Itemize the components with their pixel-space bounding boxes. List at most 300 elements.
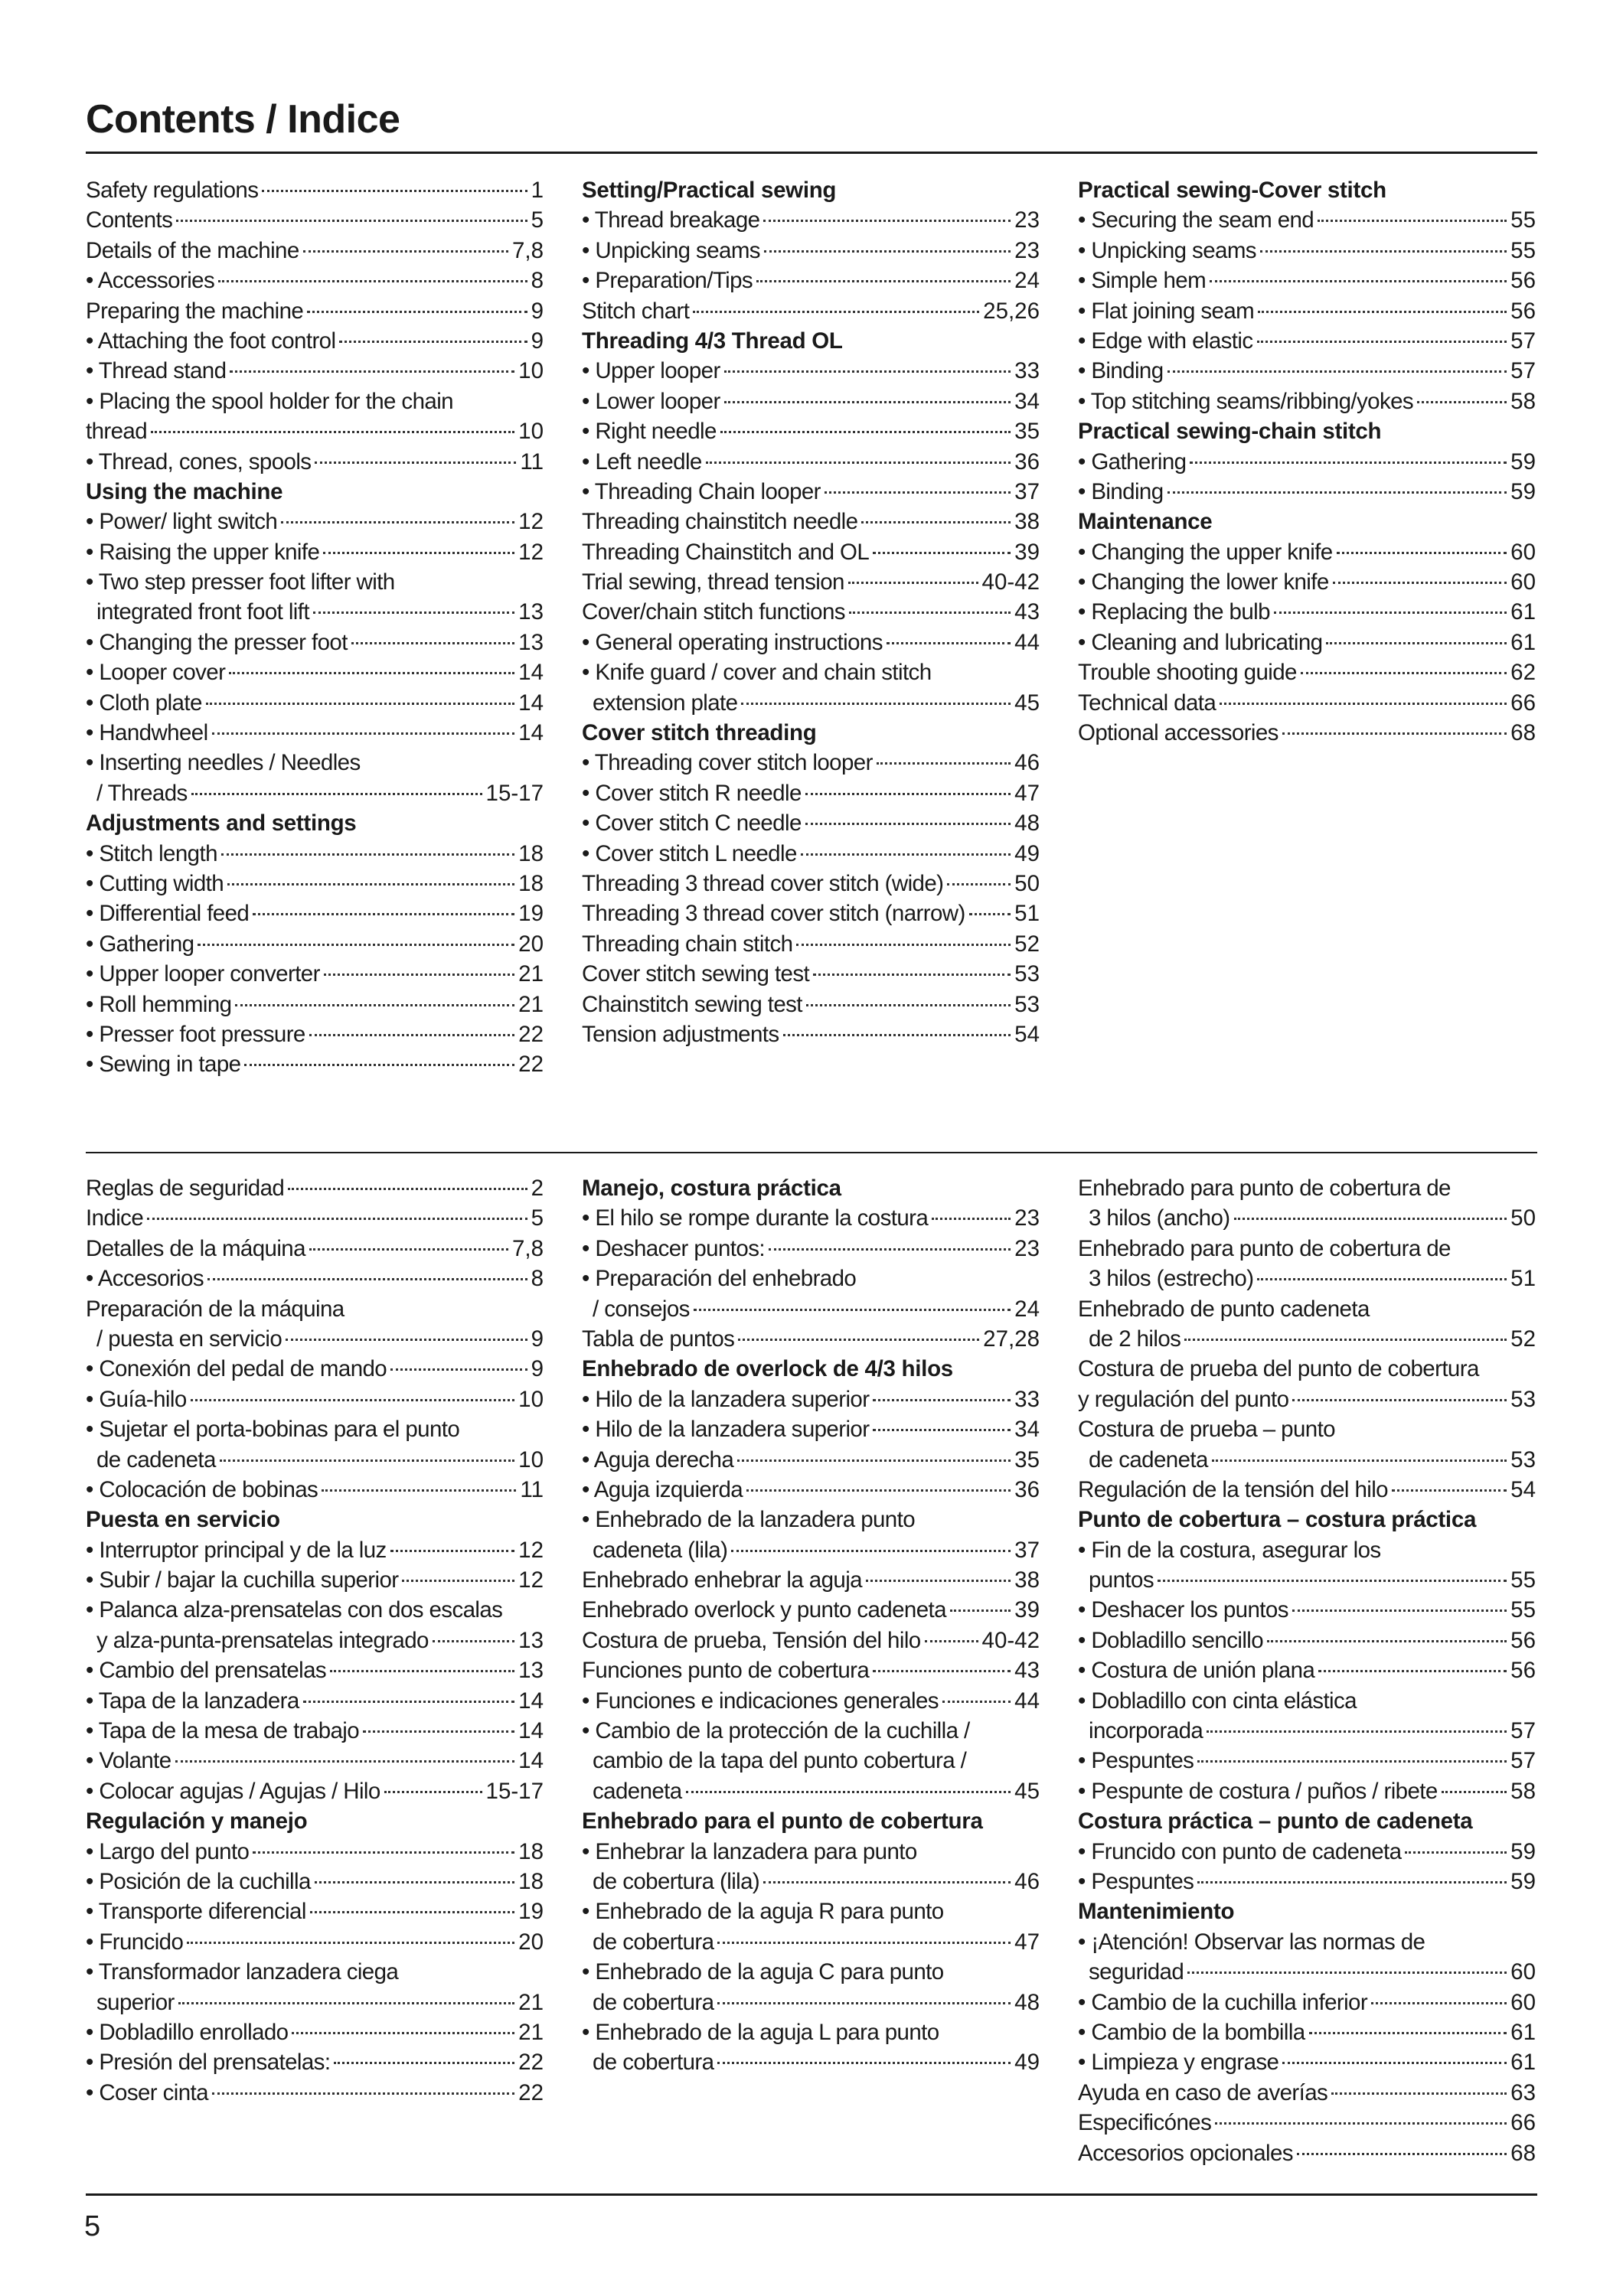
toc-list: [582, 1173, 1040, 2078]
page-ref: 12: [518, 1537, 544, 1563]
dot-leader: [1197, 1760, 1507, 1763]
entry-label: / consejos: [593, 1296, 690, 1322]
dot-leader: [1197, 1881, 1507, 1883]
page-ref: 14: [518, 1688, 544, 1714]
page-ref: 59: [1510, 1838, 1536, 1864]
toc-entry: [1078, 1686, 1536, 1716]
page-ref: 39: [1014, 1597, 1040, 1623]
toc-entry: [1078, 477, 1536, 507]
toc-entry: [582, 1203, 1040, 1233]
toc-entry: [86, 1716, 544, 1746]
entry-label: • Differential feed: [86, 901, 250, 927]
dot-leader: [806, 1004, 1011, 1006]
dot-leader: [286, 1339, 527, 1341]
entry-label: • Cambio de la cuchilla inferior: [1078, 1989, 1368, 2015]
entry-label: Puesta en servicio: [86, 1507, 280, 1533]
dot-leader: [1274, 612, 1507, 614]
page-ref: 1: [531, 178, 544, 203]
toc-entry: [1078, 236, 1536, 266]
entry-label: • Binding: [1078, 358, 1164, 384]
toc-entry: [86, 175, 544, 205]
page-ref: 34: [1014, 388, 1040, 414]
page-ref: 60: [1510, 1959, 1536, 1985]
entry-label: Costura de prueba, Tensión del hilo: [582, 1627, 921, 1653]
section-heading: [1078, 1896, 1536, 1926]
dot-leader: [805, 793, 1011, 795]
entry-label: • Presser foot pressure: [86, 1021, 305, 1047]
page-ref: 9: [531, 328, 544, 354]
dot-leader: [1187, 1971, 1507, 1974]
dot-leader: [796, 944, 1011, 946]
dot-leader: [932, 1218, 1011, 1220]
entry-label: Threading 4/3 Thread OL: [582, 328, 843, 354]
page-ref: 18: [518, 1868, 544, 1894]
toc-entry: [86, 296, 544, 326]
section-heading: [582, 326, 1040, 356]
entry-label: • Roll hemming: [86, 991, 232, 1017]
dot-leader: [390, 1550, 514, 1552]
toc-entry: [582, 2047, 1040, 2077]
toc-entry: [86, 1535, 544, 1565]
entry-label: Details of the machine: [86, 237, 299, 263]
toc-entry: [1078, 1384, 1536, 1414]
entry-label: • Deshacer puntos:: [582, 1235, 765, 1261]
dot-leader: [1282, 2062, 1507, 2064]
page-ref: 61: [1510, 599, 1536, 625]
toc-entry: [582, 266, 1040, 295]
toc-entry: [1078, 447, 1536, 477]
dot-leader: [339, 341, 527, 343]
entry-label: • Stitch length: [86, 840, 217, 866]
toc-entry: [1078, 718, 1536, 748]
entry-label: • Volante: [86, 1748, 171, 1774]
section-heading: [1078, 1505, 1536, 1534]
entry-label: de cobertura: [593, 1929, 714, 1955]
entry-label: • Conexión del pedal de mando: [86, 1356, 387, 1382]
section-heading: [86, 1806, 544, 1836]
toc-entry: [582, 778, 1040, 808]
page-ref: 35: [1014, 419, 1040, 445]
entry-label: • Preparación del enhebrado: [582, 1266, 857, 1292]
english-column-2: [582, 175, 1040, 1049]
dot-leader: [741, 703, 1011, 705]
entry-label: • Pespuntes: [1078, 1748, 1194, 1774]
page-ref: 48: [1014, 1989, 1040, 2015]
entry-label: Punto de cobertura – costura práctica: [1078, 1507, 1477, 1533]
entry-label: Enhebrado para el punto de cobertura: [582, 1808, 983, 1835]
toc-entry: [86, 205, 544, 235]
dot-leader: [303, 1701, 514, 1703]
page-ref: 10: [518, 1446, 544, 1473]
page-ref: 63: [1510, 2079, 1536, 2105]
entry-label: • Unpicking seams: [1078, 237, 1256, 263]
dot-leader: [191, 793, 482, 795]
toc-entry: [1078, 2108, 1536, 2138]
toc-entry: [1078, 1655, 1536, 1685]
toc-entry: [86, 1384, 544, 1414]
dot-leader: [1167, 491, 1507, 494]
page-ref: 23: [1014, 237, 1040, 263]
page-ref: 13: [518, 1658, 544, 1684]
entry-label: Enhebrado para punto de cobertura de: [1078, 1235, 1451, 1261]
dot-leader: [1184, 1339, 1507, 1341]
toc-entry: [1078, 537, 1536, 567]
toc-list: [1078, 175, 1536, 748]
entry-label: • Cambio del prensatelas: [86, 1658, 327, 1684]
entry-label: • Securing the seam end: [1078, 207, 1314, 233]
toc-entry: [86, 447, 544, 477]
page-ref: 61: [1510, 2050, 1536, 2076]
title-rule: [86, 152, 1537, 154]
dot-leader: [1318, 1670, 1507, 1672]
toc-entry: [582, 657, 1040, 687]
entry-label: • Colocación de bobinas: [86, 1476, 318, 1502]
footer-rule: [86, 2193, 1537, 2196]
entry-label: • Aguja derecha: [582, 1446, 734, 1473]
dot-leader: [873, 552, 1011, 554]
page-ref: 38: [1014, 509, 1040, 535]
entry-label: y regulación del punto: [1078, 1386, 1289, 1412]
entry-label: 3 hilos (estrecho): [1089, 1266, 1254, 1292]
page-ref: 21: [518, 1989, 544, 2015]
page-title: Contents / Indice: [86, 97, 400, 142]
dot-leader: [969, 913, 1011, 915]
page-ref: 52: [1510, 1326, 1536, 1352]
toc-entry: [582, 1264, 1040, 1293]
dot-leader: [717, 2002, 1011, 2004]
dot-leader: [756, 280, 1011, 282]
toc-entry: [1078, 688, 1536, 718]
dot-leader: [323, 552, 514, 554]
page-ref: 20: [518, 931, 544, 957]
toc-entry: [582, 839, 1040, 869]
dot-leader: [950, 1609, 1011, 1612]
entry-label: • Cloth plate: [86, 690, 202, 716]
dot-leader: [187, 1942, 514, 1944]
entry-label: • Thread stand: [86, 358, 227, 384]
toc-entry: [86, 1626, 544, 1655]
page-ref: 7,8: [511, 1235, 544, 1261]
toc-entry: [582, 1535, 1040, 1565]
toc-entry: [582, 1234, 1040, 1264]
toc-entry: [1078, 1746, 1536, 1776]
page-ref: 20: [518, 1929, 544, 1955]
entry-label: • Aguja izquierda: [582, 1476, 743, 1502]
entry-label: • Inserting needles / Needles: [86, 750, 361, 776]
toc-entry: [582, 1867, 1040, 1896]
page-ref: 61: [1510, 629, 1536, 655]
page-ref: 22: [518, 1052, 544, 1078]
toc-entry: [86, 2047, 544, 2077]
toc-entry: [86, 507, 544, 536]
entry-label: • General operating instructions: [582, 629, 883, 655]
toc-entry: [86, 2078, 544, 2108]
entry-label: • Hilo de la lanzadera superior: [582, 1417, 870, 1443]
entry-label: Costura de prueba – punto: [1078, 1417, 1335, 1443]
entry-label: • Posición de la cuchilla: [86, 1868, 311, 1894]
page-ref: 59: [1510, 478, 1536, 504]
page-ref: 18: [518, 840, 544, 866]
dot-leader: [176, 220, 527, 222]
toc-entry: [1078, 1565, 1536, 1595]
page-ref: 14: [518, 1748, 544, 1774]
entry-label: • Cover stitch C needle: [582, 810, 802, 837]
page-ref: 47: [1014, 1929, 1040, 1955]
dot-leader: [288, 1188, 527, 1190]
page-ref: 33: [1014, 358, 1040, 384]
toc-entry: [582, 929, 1040, 959]
page-ref: 37: [1014, 478, 1040, 504]
dot-leader: [307, 311, 527, 313]
toc-entry: [86, 1988, 544, 2017]
entry-label: Maintenance: [1078, 509, 1213, 535]
dot-leader: [363, 1730, 514, 1733]
entry-label: • Largo del punto: [86, 1838, 250, 1864]
toc-entry: [582, 899, 1040, 928]
toc-entry: [1078, 296, 1536, 326]
entry-label: • Tapa de la mesa de trabajo: [86, 1718, 360, 1744]
page-ref: 44: [1014, 629, 1040, 655]
entry-label: de cobertura: [593, 2050, 714, 2076]
page-ref: 21: [518, 961, 544, 987]
toc-entry: [1078, 567, 1536, 597]
dot-leader: [1215, 2122, 1507, 2125]
dot-leader: [1301, 672, 1507, 674]
toc-entry: [1078, 1354, 1536, 1384]
entry-label: Setting/Practical sewing: [582, 178, 837, 203]
dot-leader: [942, 1701, 1011, 1703]
page-ref: 46: [1014, 750, 1040, 776]
entry-label: • Costura de unión plana: [1078, 1658, 1315, 1684]
dot-leader: [1318, 220, 1507, 222]
spanish-column-1: [86, 1173, 544, 2108]
toc-entry: [86, 1655, 544, 1685]
section-heading: [86, 808, 544, 838]
entry-label: • Colocar agujas / Agujas / Hilo: [86, 1778, 380, 1804]
toc-entry: [582, 1837, 1040, 1867]
entry-label: puntos: [1089, 1567, 1154, 1593]
entry-label: • Power/ light switch: [86, 509, 278, 535]
dot-leader: [947, 883, 1011, 885]
page-ref: 7,8: [511, 237, 544, 263]
page-ref: 21: [518, 991, 544, 1017]
entry-label: Ayuda en caso de averías: [1078, 2079, 1328, 2105]
page-ref: 10: [518, 1386, 544, 1412]
entry-label: Threading 3 thread cover stitch (wide): [582, 870, 944, 896]
dot-leader: [1220, 703, 1507, 705]
entry-label: Cover/chain stitch functions: [582, 599, 845, 625]
entry-label: • Preparation/Tips: [582, 268, 753, 294]
toc-entry: [1078, 1535, 1536, 1565]
toc-entry: [582, 1776, 1040, 1806]
dot-leader: [244, 1064, 514, 1066]
entry-label: de cobertura: [593, 1989, 714, 2015]
page-ref: 12: [518, 509, 544, 535]
entry-label: • Limpieza y engrase: [1078, 2050, 1279, 2076]
toc-entry: [86, 1294, 544, 1324]
page-ref: 66: [1510, 690, 1536, 716]
dot-leader: [151, 431, 514, 433]
entry-label: • Cleaning and lubricating: [1078, 629, 1323, 655]
toc-entry: [1078, 1445, 1536, 1475]
entry-label: • Guía-hilo: [86, 1386, 187, 1412]
entry-label: thread: [86, 419, 148, 445]
page-ref: 9: [531, 1326, 544, 1352]
page-ref: 60: [1510, 569, 1536, 595]
dot-leader: [873, 1670, 1011, 1672]
dot-leader: [309, 1034, 514, 1036]
entry-label: extension plate: [593, 690, 738, 716]
page-ref: 51: [1510, 1266, 1536, 1292]
entry-label: • Replacing the bulb: [1078, 599, 1270, 625]
page-ref: 50: [1510, 1205, 1536, 1231]
toc-entry: [582, 205, 1040, 235]
toc-entry: [582, 416, 1040, 446]
entry-label: Threading Chainstitch and OL: [582, 539, 870, 565]
dot-leader: [1292, 1609, 1507, 1612]
dot-leader: [849, 612, 1011, 614]
dot-leader: [303, 250, 508, 253]
toc-entry: [1078, 2017, 1536, 2047]
entry-label: Funciones punto de cobertura: [582, 1658, 870, 1684]
toc-entry: [86, 2017, 544, 2047]
dot-leader: [351, 642, 514, 644]
entry-label: cambio de la tapa del punto cobertura /: [593, 1748, 967, 1774]
toc-entry: [86, 1867, 544, 1896]
entry-label: • Changing the upper knife: [1078, 539, 1333, 565]
dot-leader: [315, 461, 516, 464]
dot-leader: [227, 883, 514, 885]
dot-leader: [1282, 732, 1507, 735]
toc-entry: [582, 567, 1040, 597]
page-ref: 43: [1014, 1658, 1040, 1684]
toc-entry: [86, 1264, 544, 1293]
entry-label: • Transporte diferencial: [86, 1899, 306, 1925]
page-ref: 27,28: [983, 1326, 1040, 1352]
entry-label: • ¡Atención! Observar las normas de: [1078, 1929, 1425, 1955]
toc-entry: [1078, 2078, 1536, 2108]
toc-entry: [582, 1505, 1040, 1534]
toc-entry: [86, 1234, 544, 1264]
dot-leader: [235, 1004, 514, 1006]
toc-entry: [1078, 266, 1536, 295]
dot-leader: [706, 461, 1011, 464]
entry-label: • Enhebrado de la aguja R para punto: [582, 1899, 944, 1925]
toc-entry: [582, 1686, 1040, 1716]
page-ref: 45: [1014, 690, 1040, 716]
toc-entry: [582, 1414, 1040, 1444]
toc-entry: [582, 1324, 1040, 1354]
dot-leader: [693, 311, 979, 313]
toc-entry: [86, 1049, 544, 1079]
entry-label: • Funciones e indicaciones generales: [582, 1688, 939, 1714]
dot-leader: [1260, 250, 1507, 253]
page-ref: 19: [518, 1899, 544, 1925]
dot-leader: [1405, 1851, 1507, 1854]
toc-entry: [582, 1746, 1040, 1776]
entry-label: Especificónes: [1078, 2110, 1212, 2136]
entry-label: • Fin de la costura, asegurar los: [1078, 1537, 1381, 1563]
toc-entry: [86, 1595, 544, 1625]
toc-entry: [86, 657, 544, 687]
dot-leader: [313, 612, 514, 614]
page-ref: 25,26: [983, 298, 1040, 324]
dot-leader: [230, 370, 514, 373]
dot-leader: [147, 1218, 527, 1220]
dot-leader: [1337, 552, 1507, 554]
page-ref: 9: [531, 298, 544, 324]
toc-entry: [582, 386, 1040, 416]
entry-label: • Handwheel: [86, 720, 208, 746]
page-ref: 55: [1510, 237, 1536, 263]
dot-leader: [1333, 582, 1507, 584]
page-ref: 66: [1510, 2110, 1536, 2136]
toc-entry: [86, 416, 544, 446]
dot-leader: [315, 1881, 514, 1883]
toc-entry: [582, 597, 1040, 627]
dot-leader: [175, 1760, 515, 1763]
page-ref: 44: [1014, 1688, 1040, 1714]
toc-entry: [86, 748, 544, 778]
toc-entry: [1078, 1475, 1536, 1505]
toc-entry: [1078, 597, 1536, 627]
toc-entry: [582, 1988, 1040, 2017]
page-ref: 34: [1014, 1417, 1040, 1443]
entry-label: • Tapa de la lanzadera: [86, 1688, 299, 1714]
entry-label: • Binding: [1078, 478, 1164, 504]
page-ref: 55: [1510, 1567, 1536, 1593]
toc-entry: [582, 1294, 1040, 1324]
entry-label: • Subir / bajar la cuchilla superior: [86, 1567, 399, 1593]
toc-entry: [86, 839, 544, 869]
dot-leader: [1234, 1218, 1507, 1220]
toc-entry: [86, 1776, 544, 1806]
entry-label: Indice: [86, 1205, 144, 1231]
page-ref: 48: [1014, 810, 1040, 837]
toc-entry: [1078, 1867, 1536, 1896]
toc-entry: [1078, 1294, 1536, 1324]
page-ref: 38: [1014, 1567, 1040, 1593]
page-ref: 57: [1510, 328, 1536, 354]
toc-entry: [582, 1626, 1040, 1655]
page-ref: 53: [1014, 991, 1040, 1017]
page-ref: 15-17: [485, 780, 544, 806]
toc-list: [86, 1173, 544, 2108]
page-ref: 36: [1014, 1476, 1040, 1502]
dot-leader: [731, 1550, 1011, 1552]
page-ref: 12: [518, 539, 544, 565]
page-ref: 55: [1510, 1597, 1536, 1623]
toc-entry: [86, 628, 544, 657]
page-ref: 13: [518, 1627, 544, 1653]
entry-label: / Threads: [96, 780, 188, 806]
toc-entry: [582, 2017, 1040, 2047]
toc-entry: [86, 1927, 544, 1957]
page-ref: 23: [1014, 1205, 1040, 1231]
page-ref: 14: [518, 690, 544, 716]
page-ref: 58: [1510, 388, 1536, 414]
dot-leader: [1297, 2153, 1507, 2155]
page-ref: 68: [1510, 720, 1536, 746]
entry-label: • Thread breakage: [582, 207, 760, 233]
toc-entry: [582, 1716, 1040, 1746]
toc-entry: [582, 688, 1040, 718]
page-ref: 8: [531, 1266, 544, 1292]
page-ref: 24: [1014, 1296, 1040, 1322]
dot-leader: [310, 1911, 514, 1913]
dot-leader: [433, 1640, 514, 1642]
toc-entry: [582, 477, 1040, 507]
